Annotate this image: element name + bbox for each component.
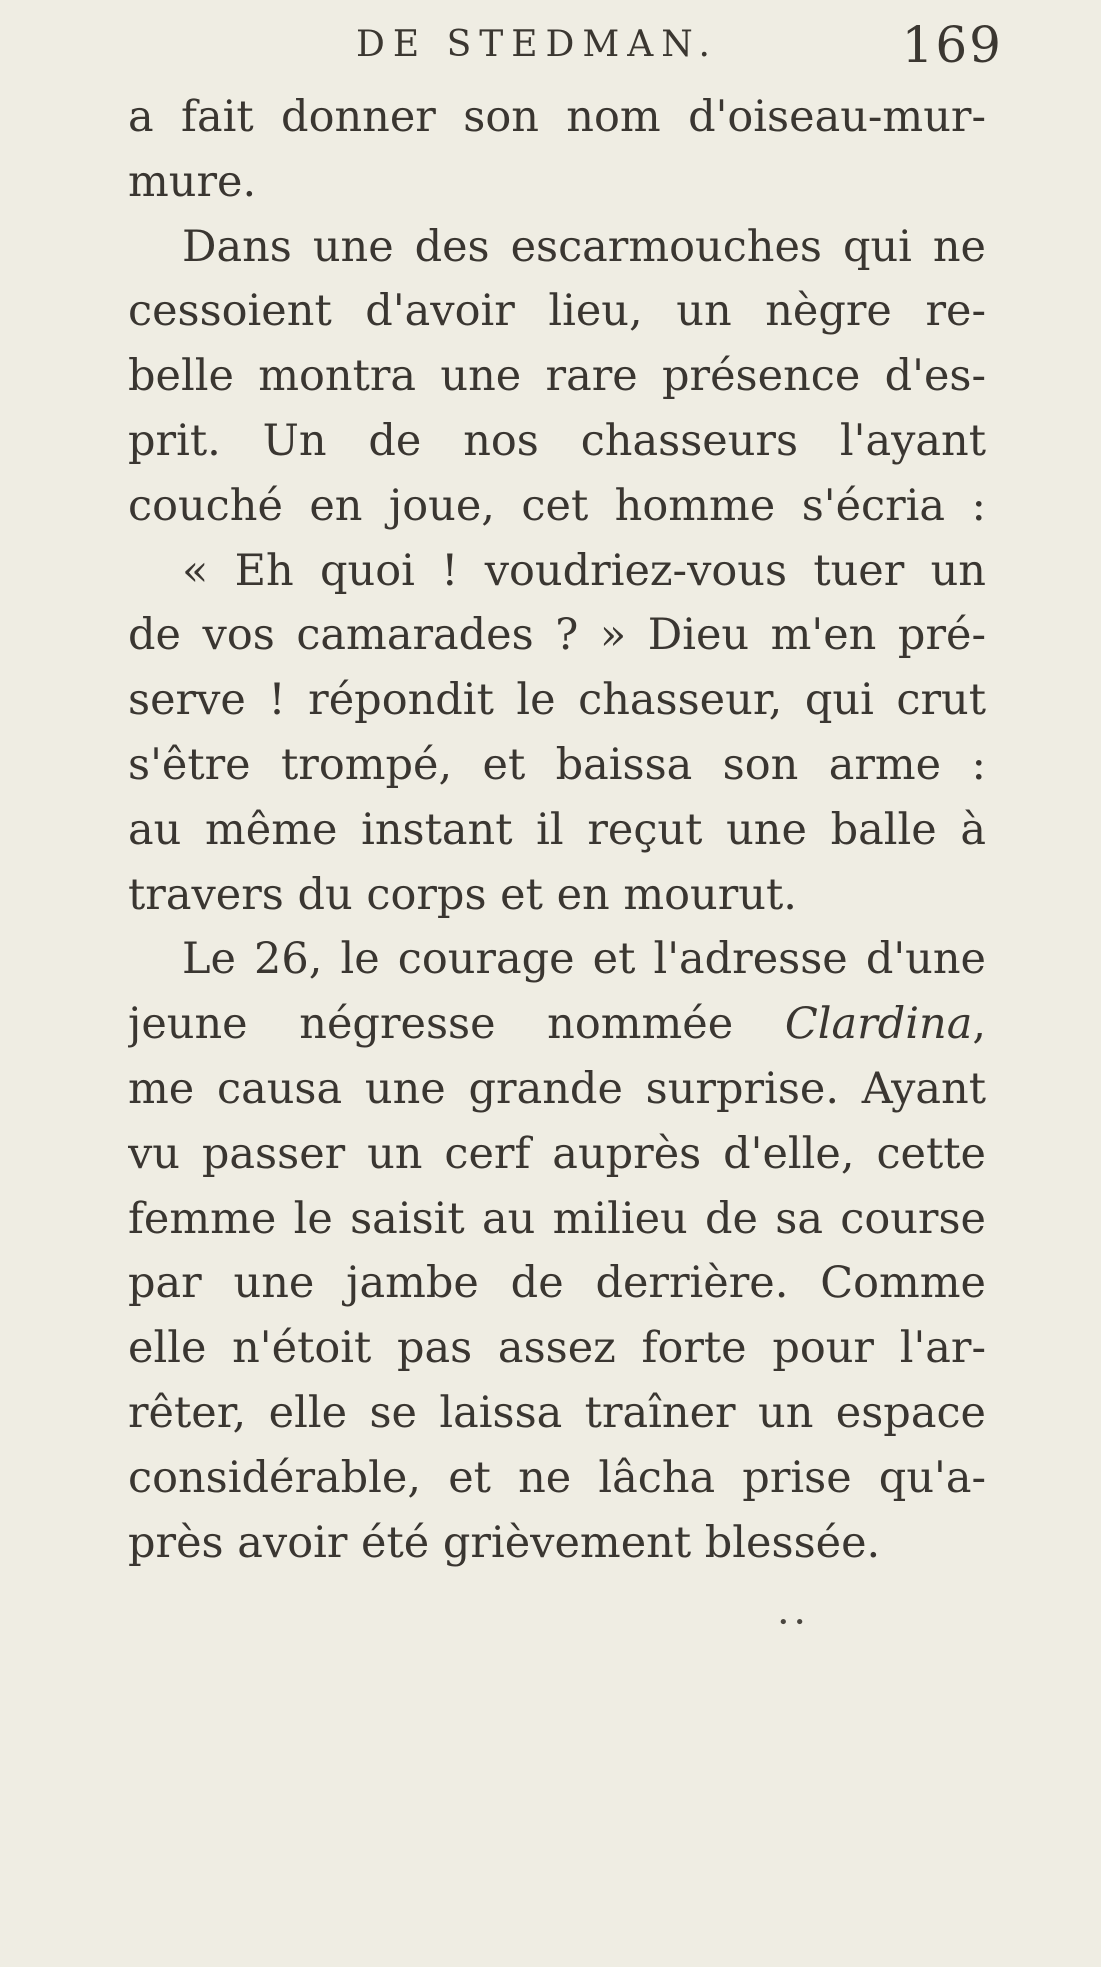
page-header <box>128 18 1003 88</box>
person-name: Clardina <box>784 999 973 1050</box>
text-line: prit. Un de nos chasseurs l'ayant <box>128 415 986 466</box>
signature-mark: • • <box>778 1612 805 1633</box>
running-head: DE STEDMAN. <box>356 24 718 65</box>
text-line: vu passer un cerf auprès d'elle, cette <box>128 1128 986 1179</box>
text-fragment: , <box>972 999 986 1050</box>
text-line: rêter, elle se laissa traîner un espace <box>128 1387 986 1438</box>
text-line: elle n'étoit pas assez forte pour l'ar- <box>128 1323 986 1374</box>
text-line: mure. <box>128 156 257 207</box>
text-line: au même instant il reçut une balle à <box>128 804 986 855</box>
page-number: 169 <box>901 16 1003 74</box>
text-line: cessoient d'avoir lieu, un nègre re- <box>128 286 986 337</box>
text-line <box>128 992 986 1057</box>
text-line: Le 26, le courage et l'adresse d'une <box>182 934 986 985</box>
text-line: par une jambe de derrière. Comme <box>128 1258 986 1309</box>
text-line: Dans une des escarmouches qui ne <box>182 221 986 272</box>
text-line: s'être trompé, et baissa son arme : <box>128 739 986 790</box>
text-line: femme le saisit au milieu de sa course <box>128 1193 986 1244</box>
body-text <box>128 85 986 1575</box>
text-line: près avoir été grièvement blessée. <box>128 1517 881 1568</box>
text-line: travers du corps et en mourut. <box>128 869 797 920</box>
text-fragment: jeune négresse nommée <box>128 999 785 1050</box>
text-line: considérable, et ne lâcha prise qu'a- <box>128 1452 986 1503</box>
text-line: serve ! répondit le chasseur, qui crut <box>128 675 986 726</box>
text-line: couché en joue, cet homme s'écria : <box>128 480 986 531</box>
text-line: me causa une grande surprise. Ayant <box>128 1063 986 1114</box>
text-line: a fait donner son nom d'oiseau-mur- <box>128 92 986 142</box>
text-line: belle montra une rare présence d'es- <box>128 351 986 402</box>
text-line: « Eh quoi ! voudriez-vous tuer un <box>182 545 986 596</box>
text-line: de vos camarades ? » Dieu m'en pré- <box>128 610 986 661</box>
